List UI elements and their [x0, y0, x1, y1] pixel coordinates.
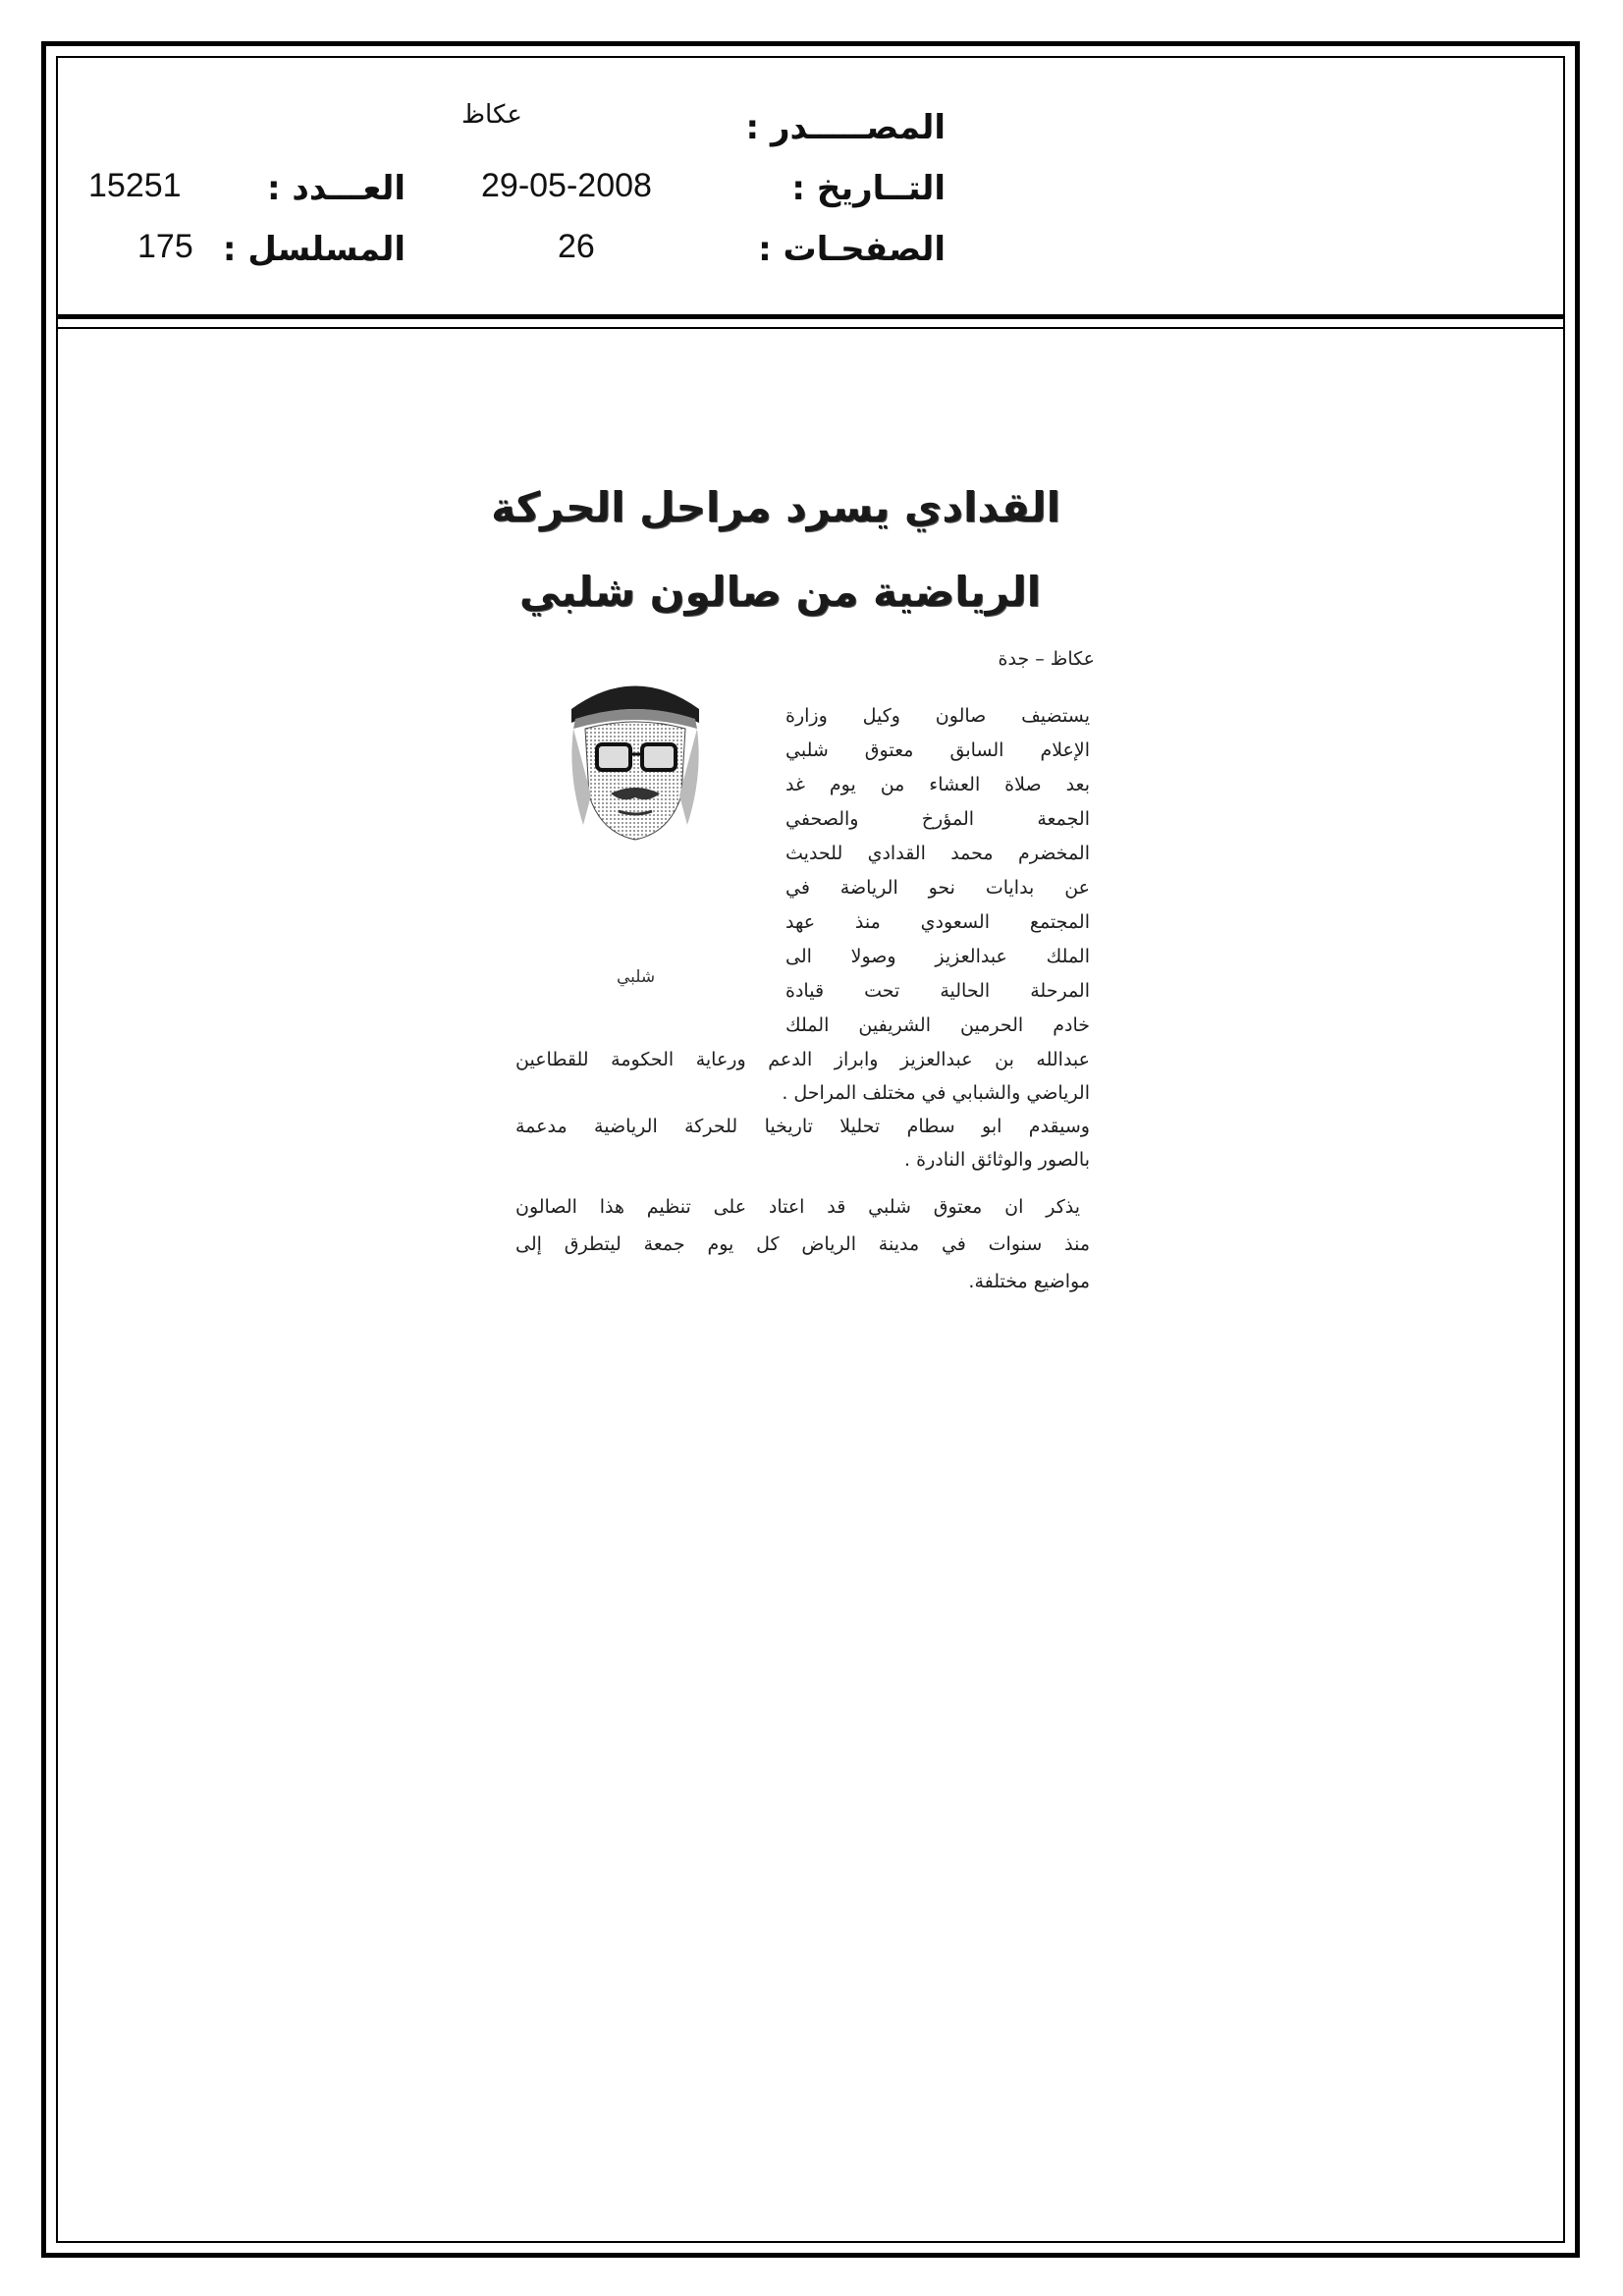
- article-line: الرياضي والشبابي في مختلف المراحل .: [782, 1082, 1090, 1104]
- serial-label: المسلسل :: [222, 230, 406, 269]
- article-line: الإعلام السابق معتوق شلبي: [785, 739, 1090, 761]
- source-label: المصـــــدر :: [745, 108, 946, 147]
- article-line: بعد صلاة العشاء من يوم غد: [785, 774, 1090, 795]
- issue-value: 15251: [88, 167, 182, 204]
- headline-line-2: الرياضية من صالون شلبي: [518, 568, 1041, 616]
- photo-caption: شلبي: [617, 967, 656, 987]
- header-divider-thick: [56, 314, 1565, 319]
- article-line: مواضيع مختلفة.: [968, 1271, 1090, 1292]
- article-line: يذكر ان معتوق شلبي قد اعتاد على تنظيم هذا الصالون: [515, 1196, 1080, 1218]
- article-line: بالصور والوثائق النادرة .: [904, 1149, 1090, 1171]
- article-line: يستضيف صالون وكيل وزارة: [785, 705, 1090, 727]
- date-value: 29-05-2008: [481, 167, 652, 204]
- pages-value: 26: [558, 228, 595, 265]
- article-line: المرحلة الحالية تحت قيادة: [785, 980, 1090, 1002]
- article-line: عبدالله بن عبدالعزيز وابراز الدعم ورعاية الحكومة للقطاعين: [515, 1049, 1090, 1070]
- date-label: التــاريخ :: [791, 169, 946, 208]
- article-line: وسيقدم ابو سطام تحليلا تاريخيا للحركة الرياضية مدعمة: [515, 1116, 1090, 1137]
- article-line: الجمعة المؤرخ والصحفي: [785, 808, 1090, 830]
- source-value: عكاظ: [461, 100, 522, 130]
- portrait-photo: [562, 668, 709, 854]
- article-line: المخضرم محمد القدادي للحديث: [785, 843, 1090, 864]
- header-divider-thin: [56, 327, 1565, 329]
- byline: عكاظ – جدة: [998, 648, 1095, 670]
- issue-label: العـــدد :: [267, 169, 406, 208]
- article-line: منذ سنوات في مدينة الرياض كل يوم جمعة ليتطرق إلى: [515, 1233, 1090, 1255]
- pages-label: الصفحـات :: [758, 230, 946, 269]
- headline-line-1: القدادي يسرد مراحل الحركة: [491, 483, 1060, 531]
- serial-value: 175: [137, 228, 193, 265]
- article-line: المجتمع السعودي منذ عهد: [785, 911, 1090, 933]
- article-line: الملك عبدالعزيز وصولا الى: [785, 946, 1090, 967]
- page-frame-inner: [56, 56, 1565, 2243]
- article-line: خادم الحرمين الشريفين الملك: [785, 1014, 1090, 1036]
- article-line: عن بدايات نحو الرياضة في: [785, 877, 1090, 899]
